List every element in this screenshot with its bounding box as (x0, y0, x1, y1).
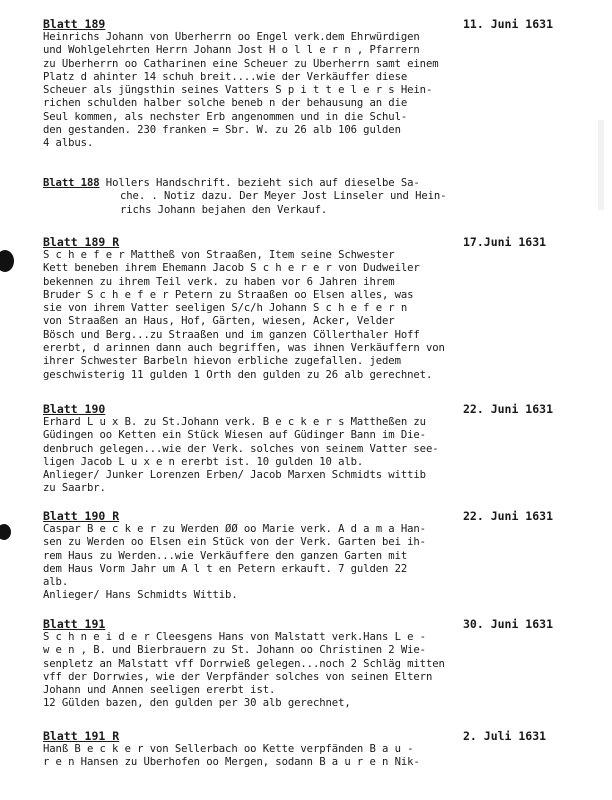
text-line: richs Johann bejahen den Verkauf. (120, 203, 328, 216)
text-line: ererbt, d arinnen dann auch begriffen, was ihnen Verkäuffern von (43, 342, 445, 355)
text-line: und Wohlgelehrten Herrn Johann Jost H o l l e r n , Pfarrern (43, 44, 420, 57)
text-line: alb. (43, 576, 69, 589)
text-line: 4 albus. (43, 137, 94, 150)
text-line: S c h n e i d e r Cleesgens Hans von Malstatt verk.Hans L e - (43, 631, 426, 643)
entry-date: 30. Juni 1631 (463, 617, 554, 631)
text-line: denbruch gelegen...wie der Verk. solches von seinem Vatter see- (43, 442, 439, 455)
text-line: sen zu Werden oo Elsen ein Stück von der Verk. Garten bei ih- (43, 536, 426, 549)
scan-smudge (598, 120, 604, 210)
punch-hole (0, 524, 11, 540)
text-line: den gestanden. 230 franken = Sbr. W. zu 26 alb 106 gulden (43, 124, 401, 137)
entry-date: 22. Juni 1631 (463, 509, 554, 523)
entry-blatt-190 (43, 403, 595, 496)
text-line: Seul kommen, als nechster Erb angenommen und in die Schul- (43, 110, 408, 123)
text-line: Johann und Annen seeligen ererbt ist. (43, 684, 276, 697)
text-line: Hanß B e c k e r von Sellerbach oo Kette verpfänden B a u - (43, 743, 414, 755)
text-line: Scheuer als jüngsthin seines Vatters S p i t t e l e r s Hein- (43, 84, 433, 97)
text-line: vff der Dorrwies, wie der Verpfänder solches von seinen Eltern (43, 670, 433, 683)
text-line: Güdingen oo Ketten ein Stück Wiesen auf Güdinger Bann im Die- (43, 429, 426, 442)
text-line: r e n Hansen zu Überhofen oo Mergen, sodann B a u r e n Nik- (43, 756, 420, 769)
text-line: geschwisterig 11 gulden 1 Orth den gulden zu 26 alb gerechnet. (43, 368, 433, 381)
entry-blatt-191r (43, 730, 595, 770)
entry-header (43, 403, 595, 416)
text-line: Anlieger/ Hans Schmidts Wittib. (43, 589, 238, 602)
entry-blatt-190r (43, 510, 595, 603)
text-line: zu Überherrn oo Catharinen eine Scheuer zu Überherrn samt einem (43, 57, 439, 70)
text-line: Erhard L u x B. zu St.Johann verk. B e c k e r s Mattheßen zu (43, 416, 426, 428)
text-line: ligen Jacob L u x e n ererbt ist. 10 gulden 10 alb. (43, 455, 364, 468)
text-line: che. . Notiz dazu. Der Meyer Jost Linseler und Hein- (120, 190, 447, 203)
text-line: richen schulden halber solche beneb n der behausung an die (43, 97, 408, 110)
blatt-number: Blatt 189 (43, 17, 106, 31)
entry-date: 17.Juni 1631 (463, 235, 547, 249)
entry-blatt-188 (43, 177, 595, 217)
text-line: senpletz an Malstatt vff Dorrwieß gelegen...noch 2 Schläg mitten (43, 657, 445, 670)
text-line: Kett beneben ihrem Ehemann Jacob S c h e r e r von Dudweiler (43, 262, 420, 275)
entry-header (43, 618, 595, 631)
blatt-number: Blatt 189 R (43, 235, 120, 249)
entry-blatt-191 (43, 618, 595, 711)
text-line: Platz d ahinter 14 schuh breit....wie der Verkäuffer diese (43, 70, 408, 83)
text-line: S c h e f e r Mattheß von Straaßen, Item seine Schwester (43, 249, 395, 261)
blatt-number: Blatt 190 (43, 402, 106, 416)
text-line: bekennen zu ihrem Teil verk. zu haben vor 6 Jahren ihrem (43, 275, 395, 288)
entry-header (43, 18, 595, 31)
entry-date: 2. Juli 1631 (463, 729, 547, 743)
text-line: Heinrichs Johann von Überherrn oo Engel verk.dem Ehrwürdigen (43, 31, 420, 43)
blatt-number: Blatt 190 R (43, 509, 120, 523)
text-segment: Hollers Handschrift. bezieht sich auf dieselbe Sa- (105, 177, 420, 189)
text-line (43, 177, 595, 190)
text-line: Bösch und Berg...zu Straaßen und im ganzen Cöllerthaler Hoff (43, 328, 420, 341)
entry-header (43, 730, 595, 743)
text-line: Caspar B e c k e r zu Werden ØØ oo Marie verk. A d a m a Han- (43, 523, 426, 535)
text-line: 12 Gülden bazen, den gulden per 30 alb gerechnet, (43, 697, 351, 710)
entry-header (43, 236, 595, 249)
punch-hole (0, 250, 14, 272)
text-line: zu Saarbr. (43, 482, 106, 495)
text-line: Bruder S c h e f e r Petern zu Straaßen oo Elsen alles, was (43, 288, 414, 301)
text-line: von Straaßen an Haus, Hof, Gärten, wiesen, Acker, Velder (43, 315, 395, 328)
blatt-number: Blatt 188 (43, 177, 100, 189)
blatt-number: Blatt 191 (43, 617, 106, 631)
blatt-number: Blatt 191 R (43, 729, 120, 743)
entry-blatt-189r (43, 236, 595, 382)
text-line: dem Haus Vorm Jahr um A l t en Petern erkauft. 7 gulden 22 (43, 562, 408, 575)
entry-date: 22. Juni 1631 (463, 402, 554, 416)
entry-header (43, 510, 595, 523)
text-line: w e n , B. und Bierbrauern zu St. Johann oo Christinen 2 Wie- (43, 644, 426, 657)
text-line: ihrer Schwester Barbeln hievon erbliche zugefallen. jedem (43, 355, 401, 368)
entry-blatt-189 (43, 18, 595, 151)
text-line: rem Haus zu Werden...wie Verkäuffere den ganzen Garten mit (43, 549, 408, 562)
text-line: sie von ihrem Vatter seeligen S/c/h Johann S c h e f e r n (43, 302, 408, 315)
text-line: Anlieger/ Junker Lorenzen Erben/ Jacob Marxen Schmidts wittib (43, 469, 426, 482)
entry-date: 11. Juni 1631 (463, 17, 554, 31)
